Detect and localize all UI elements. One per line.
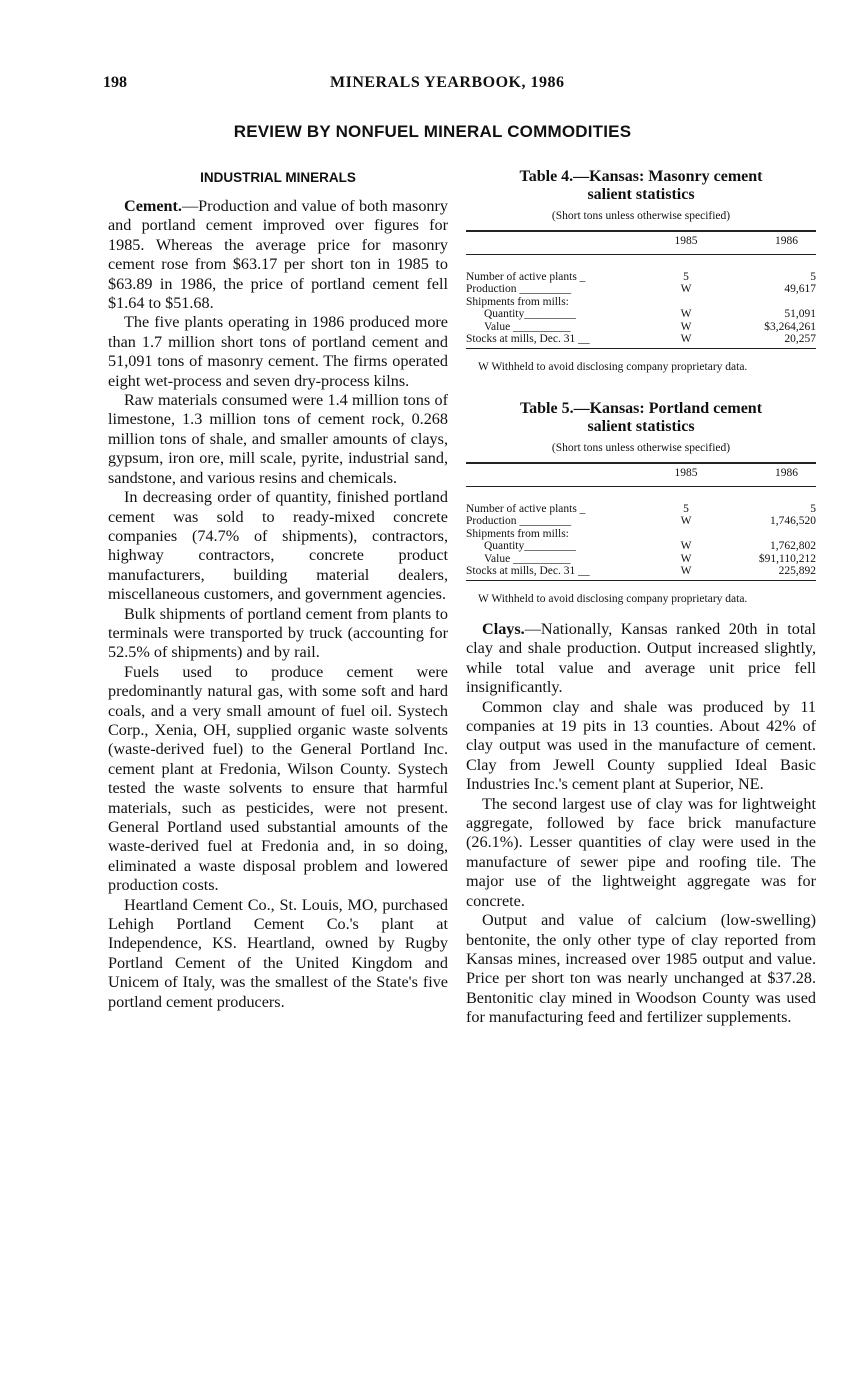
table-4-title-line1: Table 4.—Kansas: Masonry cement: [519, 168, 763, 185]
row-1985-value: [656, 528, 716, 541]
table-5-note: W Withheld to avoid disclosing company proprietary data.: [478, 592, 748, 605]
row-1985-value: W: [680, 552, 692, 565]
row-1985-value: W: [656, 565, 716, 580]
row-1985-value: W: [680, 308, 692, 320]
common-clay-paragraph: Common clay and shale was produced by 11 companies at 19 pits in 13 counties. About 42% of clay output was used in the manufacture of cement. Clay from Jewell County supplied Ideal Basic Industries Inc.'s cement plant at Superior, NE.: [466, 697, 816, 794]
row-1986-value: 1,762,802: [770, 540, 816, 552]
row-1985-value: W: [680, 515, 692, 527]
table-5-header-1985: 1985: [656, 463, 716, 486]
table-row: [466, 515, 816, 528]
table-4-title-line2: salient statistics: [587, 186, 695, 203]
fuels-paragraph: Fuels used to produce cement were predominantly natural gas, with some soft and hard coals, and a very small amount of fuel oil. Systech Corp., Xenia, OH, supplied organic waste solvents (waste-derived fuel) to the General Portland Inc. cement plant at Fredonia, Wilson County. Systech tested the waste solvents to ensure that harmful materials, such as pesticides, were not present. General Portland used substantial amounts of the waste-derived fuel at Fredonia and, in so doing, eliminated a waste disposal problem and lowered production costs.: [108, 662, 448, 895]
row-1986-value: 49,617: [784, 283, 816, 295]
clays-lead: Clays.: [482, 620, 525, 638]
running-head: MINERALS YEARBOOK, 1986: [330, 74, 565, 91]
table-5-title-line1: Table 5.—Kansas: Portland cement: [519, 400, 763, 417]
table-row: [466, 528, 816, 541]
table-row: [466, 283, 816, 296]
table-row: [466, 308, 816, 321]
row-label: Number of active plants _: [466, 270, 586, 283]
row-1985-value: [656, 296, 716, 309]
row-1985-value: 5: [683, 502, 689, 515]
row-label: Value __________: [484, 552, 571, 565]
table-4-header-label: [466, 231, 656, 254]
row-1986-value: 51,091: [784, 308, 816, 320]
table-5: [466, 400, 816, 606]
table-row: [466, 565, 816, 580]
row-1986-value: $3,264,261: [764, 320, 816, 333]
table-4-grid: [466, 230, 816, 349]
table-row: [466, 486, 816, 515]
table-5-subtitle: (Short tons unless otherwise specified): [551, 442, 731, 454]
row-label: Production _________: [466, 515, 572, 527]
row-1986-value: 1,746,520: [770, 515, 816, 527]
table-4-subtitle: (Short tons unless otherwise specified): [551, 210, 731, 222]
table-row: [466, 540, 816, 553]
bentonite-paragraph: Output and value of calcium (low-swelling) bentonite, the only other type of clay reported from Kansas mines, increased over 1985 output and value. Price per short ton was nearly unchanged at $37.28. Bentonitic clay mined in Woodson County was used for manufacturing feed and fertilizer supplements.: [466, 911, 816, 1027]
second-use-paragraph: The second largest use of clay was for lightweight aggregate, followed by face brick manufacture (26.1%). Lesser quantities of clay were used in the manufacture of sewer pipe and roofing tile. The major use of the lightweight aggregate was for concrete.: [466, 794, 816, 910]
row-1985-value: W: [680, 540, 692, 552]
row-label: Stocks at mills, Dec. 31 __: [466, 565, 656, 580]
table-4-header-1986: 1986: [716, 231, 816, 254]
table-5-title-line2: salient statistics: [587, 418, 695, 435]
table-5-grid: [466, 462, 816, 581]
bulk-shipments-paragraph: Bulk shipments of portland cement from plants to terminals were transported by truck (accounting for 52.5% of shipments) and by rail.: [108, 604, 448, 662]
row-label: Number of active plants _: [466, 502, 586, 515]
cement-paragraph: [108, 197, 448, 313]
row-1985-value: W: [680, 320, 692, 333]
table-row: [466, 254, 816, 283]
row-label: Quantity_________: [484, 540, 576, 552]
left-column: [108, 170, 448, 1012]
row-1986-value: 5: [810, 270, 816, 283]
row-1986-value: [716, 528, 816, 541]
row-1986-value: 5: [810, 502, 816, 515]
table-row: [466, 296, 816, 309]
right-column: [466, 168, 816, 1028]
table-row: [466, 333, 816, 348]
page-number: 198: [103, 74, 127, 91]
clays-paragraph-text: —Nationally, Kansas ranked 20th in total clay and shale production. Output increased slightly, while total value and average unit price fell insignificantly.: [466, 620, 816, 697]
row-label: Production _________: [466, 283, 572, 295]
plants-paragraph: The five plants operating in 1986 produced more than 1.7 million short tons of portland cement and 51,091 tons of masonry cement. The firms operated eight wet-process and seven dry-process kilns.: [108, 313, 448, 390]
table-4-note: W Withheld to avoid disclosing company proprietary data.: [478, 360, 748, 373]
row-label: Value __________: [484, 320, 571, 333]
sales-paragraph: In decreasing order of quantity, finished portland cement was sold to ready-mixed concrete companies (74.7% of shipments), contractors, highway contractors, concrete product manufacturers, building material dealers, miscellaneous customers, and government agencies.: [108, 488, 448, 604]
clays-paragraph: [466, 620, 816, 698]
table-4: [466, 168, 816, 374]
table-4-header-1985: 1985: [656, 231, 716, 254]
row-1985-value: W: [656, 333, 716, 348]
row-label: Shipments from mills:: [466, 527, 569, 540]
cement-paragraph-text: —Production and value of both masonry and portland cement improved over figures for 1985. Whereas the average price for masonry cement rose from $63.17 per short ton in 1985 to $63.89 in 1986, the price of portland cement fell $1.64 to $51.68.: [108, 197, 448, 313]
table-5-header-label: [466, 463, 656, 486]
industrial-minerals-subhead: INDUSTRIAL MINERALS: [200, 170, 356, 185]
raw-materials-paragraph: Raw materials consumed were 1.4 million tons of limestone, 1.3 million tons of cement rock, 0.268 million tons of shale, and smaller amounts of clays, gypsum, iron ore, mill scale, pyrite, industrial sand, sandstone, and various resins and chemicals.: [108, 391, 448, 487]
row-1986-value: [716, 296, 816, 309]
table-5-header-1986: 1986: [716, 463, 816, 486]
row-1985-value: 5: [683, 270, 689, 283]
row-1986-value: 20,257: [716, 333, 816, 348]
section-title: REVIEW BY NONFUEL MINERAL COMMODITIES: [233, 122, 632, 141]
row-label: Quantity_________: [484, 308, 576, 320]
row-1986-value: 225,892: [716, 565, 816, 580]
table-row: [466, 321, 816, 334]
row-1986-value: $91,110,212: [758, 552, 816, 565]
table-row: [466, 553, 816, 566]
heartland-paragraph: Heartland Cement Co., St. Louis, MO, purchased Lehigh Portland Cement Co.'s plant at Independence, KS. Heartland, owned by Rugby Portland Cement of the United Kingdom and Unicem of Italy, was the smallest of the State's five portland cement producers.: [108, 895, 448, 1011]
cement-lead: Cement.: [124, 197, 182, 215]
row-label: Stocks at mills, Dec. 31 __: [466, 333, 656, 348]
row-1985-value: W: [680, 283, 692, 295]
row-label: Shipments from mills:: [466, 295, 569, 308]
